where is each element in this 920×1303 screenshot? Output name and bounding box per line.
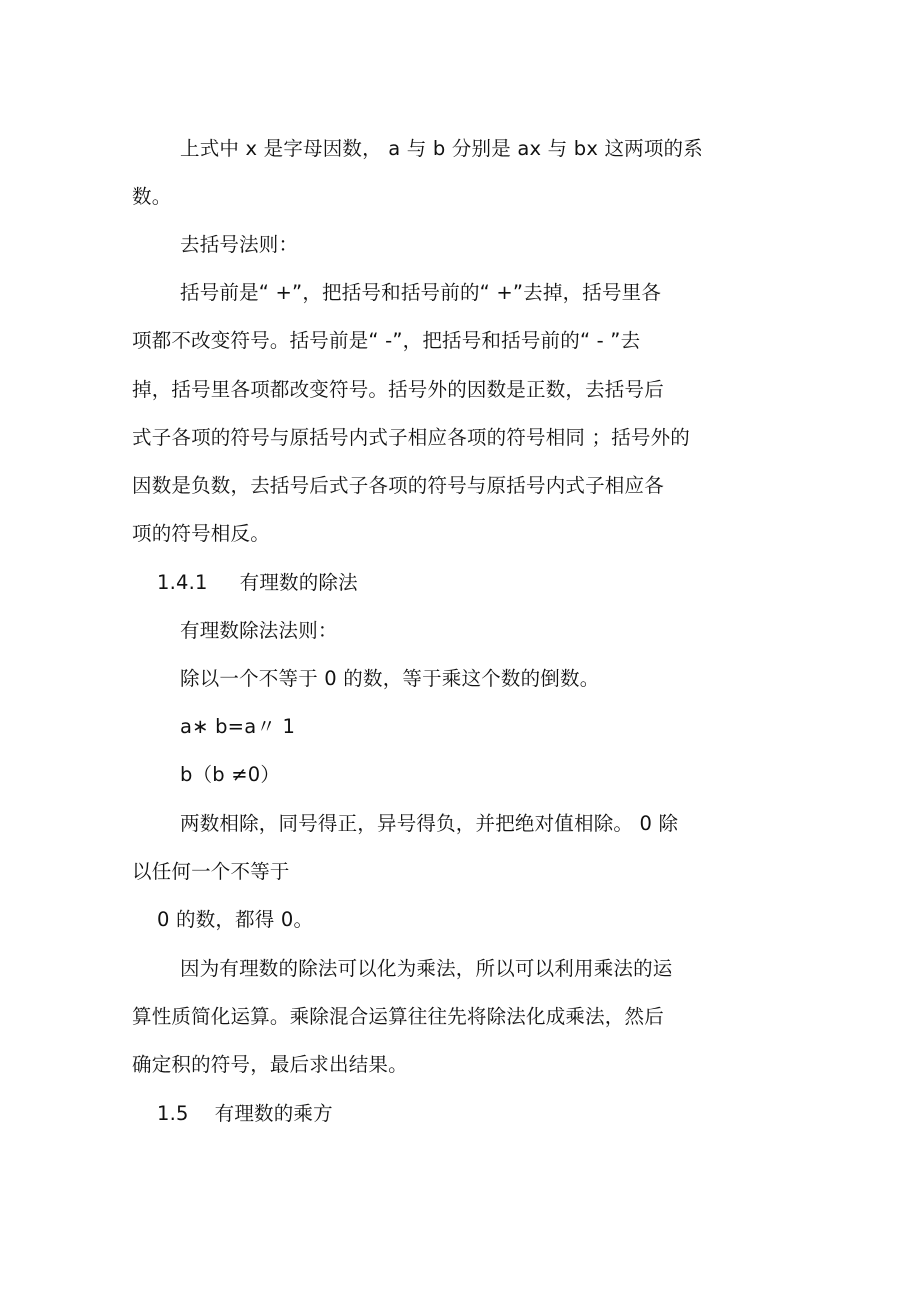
section-number: 1.4.1 (157, 571, 208, 594)
section-number: 1.5 (157, 1102, 189, 1125)
paragraph-line: 项都不改变符号。括号前是“ -”，把括号和括号前的“ - ”去 (132, 329, 641, 352)
paragraph-line: 确定积的符号，最后求出结果。 (132, 1053, 408, 1076)
paragraph-line: 数。 (132, 185, 172, 208)
paragraph-line: 项的符号相反。 (132, 522, 270, 545)
paragraph-line: 0 的数，都得 0。 (157, 908, 314, 931)
paragraph-line: 两数相除，同号得正，异号得负，并把绝对值相除。 0 除 (180, 812, 679, 835)
rule-heading: 去括号法则： (180, 233, 299, 256)
section-heading-1-5 (157, 1101, 333, 1127)
paragraph-line: 式子各项的符号与原括号内式子相应各项的符号相同 ；括号外的 (132, 426, 690, 449)
section-title: 有理数的除法 (239, 571, 358, 594)
paragraph-line: 括号前是“ +”，把括号和括号前的“ +”去掉，括号里各 (180, 281, 662, 304)
rule-heading: 有理数除法法则： (180, 619, 338, 642)
paragraph-line: 因数是负数，去括号后式子各项的符号与原括号内式子相应各 (132, 474, 664, 497)
section-heading-1-4-1 (157, 570, 358, 596)
paragraph-line: 以任何一个不等于 (132, 860, 290, 883)
formula-line: b（b ≠0） (180, 763, 281, 786)
paragraph-line: 因为有理数的除法可以化为乘法，所以可以利用乘法的运 (180, 957, 673, 980)
section-title: 有理数的乘方 (214, 1102, 333, 1125)
paragraph-line: 上式中 x 是字母因数， a 与 b 分别是 ax 与 bx 这两项的系 (180, 137, 703, 160)
formula-line: a∗ b=a〃 1 (180, 715, 296, 738)
paragraph-line: 掉，括号里各项都改变符号。括号外的因数是正数，去括号后 (132, 378, 664, 401)
paragraph-line: 除以一个不等于 0 的数，等于乘这个数的倒数。 (180, 667, 600, 690)
paragraph-line: 算性质简化运算。乘除混合运算往往先将除法化成乘法，然后 (132, 1005, 664, 1028)
